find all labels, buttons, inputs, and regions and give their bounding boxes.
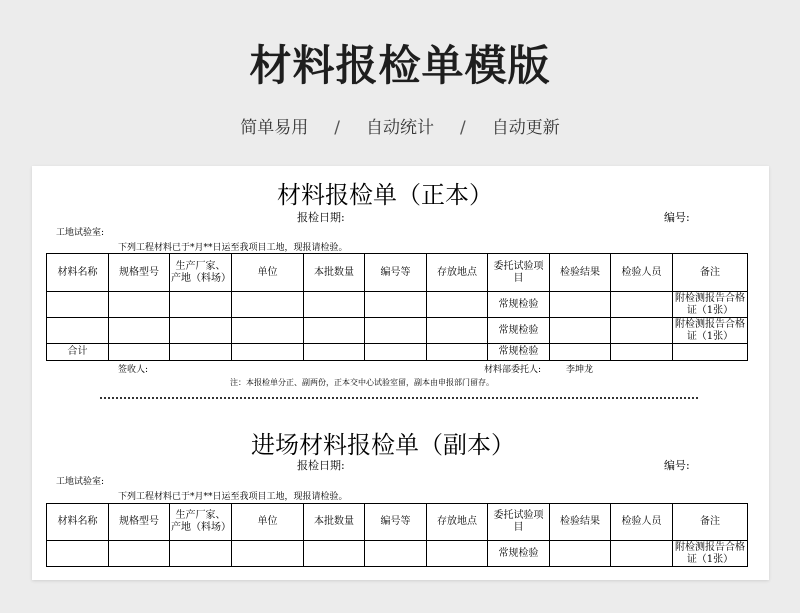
- table-cell[interactable]: [304, 318, 365, 344]
- table-cell[interactable]: [109, 541, 170, 567]
- form2-intro: 下列工程材料已于*月**日运至我项目工地，现报请检验。: [118, 492, 348, 502]
- header-cell: 检验结果: [550, 254, 611, 292]
- table-cell[interactable]: [611, 292, 673, 318]
- table-cell[interactable]: [170, 292, 232, 318]
- feature-easy: 简单易用: [240, 118, 309, 138]
- table-cell[interactable]: [109, 318, 170, 344]
- feature-auto-stats: 自动统计: [366, 118, 434, 138]
- table-cell[interactable]: [232, 292, 304, 318]
- table-cell[interactable]: [365, 318, 427, 344]
- table-row: [47, 292, 748, 318]
- form1-title: 材料报检单（正本）: [277, 181, 493, 209]
- header-cell: 单位: [232, 504, 304, 541]
- table-cell[interactable]: [109, 292, 170, 318]
- table-cell[interactable]: [232, 318, 304, 344]
- header-cell: 编号等: [365, 504, 427, 541]
- header-cell: 本批数量: [304, 254, 365, 292]
- table-cell[interactable]: [109, 344, 170, 361]
- form1-header-row: [47, 254, 748, 292]
- form2-number-label: 编号:: [664, 459, 690, 472]
- header-cell: 备注: [673, 254, 748, 292]
- table-cell[interactable]: [611, 318, 673, 344]
- form1-lab-label: 工地试验室:: [56, 228, 105, 238]
- table-cell[interactable]: [673, 344, 748, 361]
- form1-date-label: 报检日期:: [297, 211, 345, 224]
- table-cell[interactable]: 常规检验: [488, 344, 550, 361]
- feature-auto-update: 自动更新: [491, 118, 560, 138]
- table-row: [47, 318, 748, 344]
- header-cell: 委托试验项目: [488, 504, 550, 541]
- header-cell: 检验人员: [611, 504, 673, 541]
- table-cell[interactable]: [365, 292, 427, 318]
- header-cell: 规格型号: [109, 504, 170, 541]
- table-total-row: [47, 344, 748, 361]
- table-cell[interactable]: 常规检验: [488, 318, 550, 344]
- form2-header-row: [47, 504, 748, 541]
- table-cell[interactable]: [170, 344, 232, 361]
- table-cell[interactable]: [550, 344, 611, 361]
- table-cell[interactable]: [170, 318, 232, 344]
- form2-table: [46, 503, 748, 567]
- header-cell: 存放地点: [427, 504, 488, 541]
- separator: /: [334, 118, 340, 138]
- header-cell: 备注: [673, 504, 748, 541]
- header-cell: 规格型号: [109, 254, 170, 292]
- table-cell[interactable]: 常规检验: [488, 541, 550, 567]
- form2-title: 进场材料报检单（副本）: [251, 431, 515, 459]
- page-title: 材料报检单模版: [249, 41, 551, 90]
- table-cell[interactable]: [365, 541, 427, 567]
- table-cell[interactable]: [427, 541, 488, 567]
- table-cell[interactable]: 附检测报告合格证（1张）: [673, 292, 748, 318]
- header-cell: 材料名称: [47, 504, 109, 541]
- table-cell[interactable]: [365, 344, 427, 361]
- header-cell: 委托试验项目: [488, 254, 550, 292]
- document-preview: [32, 166, 769, 580]
- header-cell: 存放地点: [427, 254, 488, 292]
- table-cell[interactable]: [304, 541, 365, 567]
- header-cell: 单位: [232, 254, 304, 292]
- table-cell[interactable]: [550, 541, 611, 567]
- feature-tagline: [0, 113, 800, 138]
- table-cell[interactable]: 附检测报告合格证（1张）: [673, 541, 748, 567]
- form1-intro: 下列工程材料已于*月**日运至我项目工地，现报请检验。: [118, 243, 348, 253]
- header-cell: 生产厂家、产地（料场）: [170, 254, 232, 292]
- header-cell: 本批数量: [304, 504, 365, 541]
- form1-number-label: 编号:: [664, 211, 690, 224]
- header-cell: 检验人员: [611, 254, 673, 292]
- table-cell[interactable]: [427, 344, 488, 361]
- separator: /: [460, 118, 466, 138]
- table-cell[interactable]: [170, 541, 232, 567]
- header-cell: 生产厂家、产地（料场）: [170, 504, 232, 541]
- form1-receiver-label: 签收人:: [118, 365, 149, 375]
- table-cell[interactable]: [304, 292, 365, 318]
- table-cell[interactable]: [427, 292, 488, 318]
- table-cell[interactable]: [47, 541, 109, 567]
- form1-table: [46, 253, 748, 361]
- form1-client-label: 材料部委托人:: [484, 365, 542, 375]
- table-cell: 合计: [47, 344, 109, 361]
- header-cell: 编号等: [365, 254, 427, 292]
- table-cell[interactable]: 附检测报告合格证（1张）: [673, 318, 748, 344]
- table-cell[interactable]: [427, 318, 488, 344]
- table-cell[interactable]: [47, 292, 109, 318]
- cut-line-divider: [100, 397, 698, 399]
- table-cell[interactable]: [232, 344, 304, 361]
- form2-lab-label: 工地试验室:: [56, 477, 105, 487]
- form1-client-name: 李坤龙: [566, 365, 594, 375]
- table-cell[interactable]: [232, 541, 304, 567]
- table-cell[interactable]: [550, 318, 611, 344]
- table-cell[interactable]: [47, 318, 109, 344]
- header-cell: 检验结果: [550, 504, 611, 541]
- table-cell[interactable]: [304, 344, 365, 361]
- form1-note: 注：本报检单分正、副两份，正本交中心试验室留，副本由申报部门留存。: [230, 378, 494, 387]
- form2-date-label: 报检日期:: [297, 459, 345, 472]
- table-row: [47, 541, 748, 567]
- table-cell[interactable]: [550, 292, 611, 318]
- header-cell: 材料名称: [47, 254, 109, 292]
- table-cell[interactable]: [611, 344, 673, 361]
- table-cell[interactable]: [611, 541, 673, 567]
- table-cell[interactable]: 常规检验: [488, 292, 550, 318]
